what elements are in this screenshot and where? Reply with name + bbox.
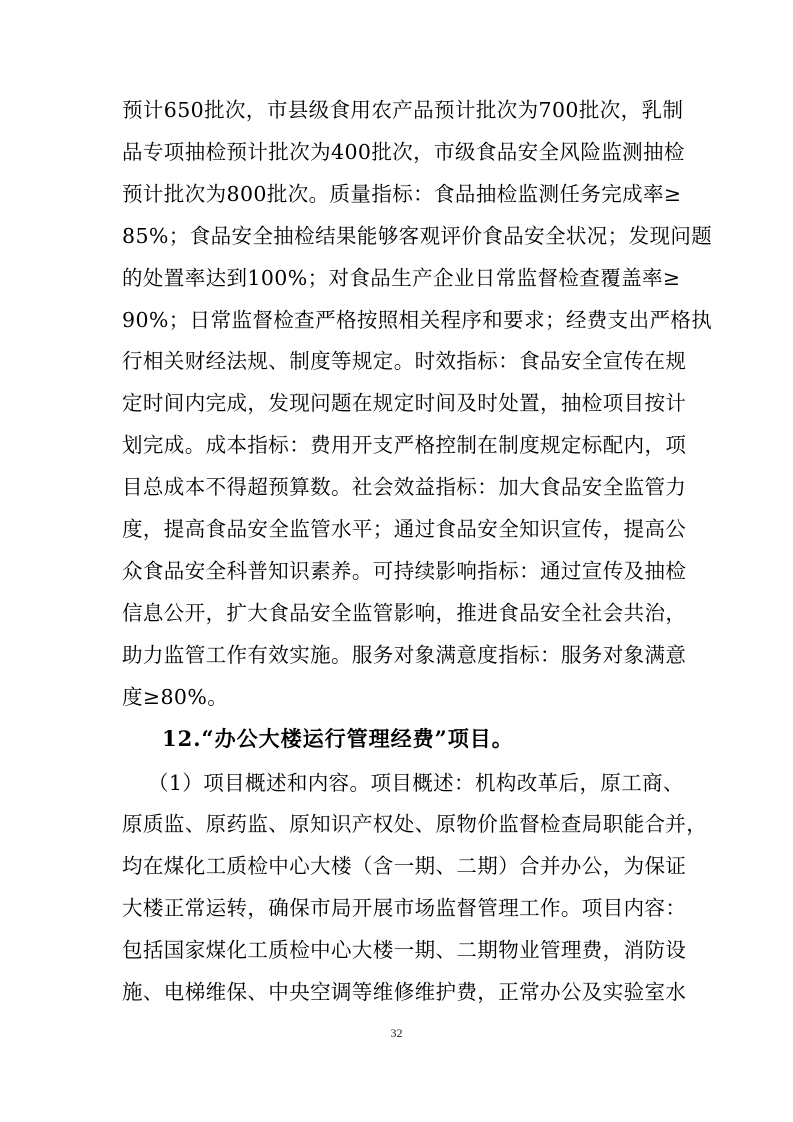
paragraph-line: 划完成。成本指标：费用开支严格控制在制度规定标配内，项 <box>122 433 687 458</box>
paragraph-line: （1）项目概述和内容。项目概述：机构改革后，原工商、 <box>148 770 684 795</box>
paragraph-line: 行相关财经法规、制度等规定。时效指标：食品安全宣传在规 <box>122 349 687 374</box>
paragraph-line: 信息公开，扩大食品安全监管影响，推进食品安全社会共治， <box>122 600 687 625</box>
paragraph-line: 助力监管工作有效实施。服务对象满意度指标：服务对象满意 <box>122 642 687 667</box>
paragraph-line: 90%；日常监督检查严格按照相关程序和要求；经费支出严格执 <box>122 307 713 332</box>
paragraph-line: 众食品安全科普知识素养。可持续影响指标：通过宣传及抽检 <box>122 558 687 583</box>
paragraph-line: 目总成本不得超预算数。社会效益指标：加大食品安全监管力 <box>122 475 687 500</box>
section-heading: 12.“办公大楼运行管理经费”项目。 <box>162 725 514 751</box>
paragraph-line: 预计650批次，市县级食用农产品预计批次为700批次，乳制 <box>122 98 684 122</box>
paragraph-line: 均在煤化工质检中心大楼（含一期、二期）合并办公，为保证 <box>122 854 687 879</box>
paragraph-line: 预计批次为800批次。质量指标：食品抽检监测任务完成率≥ <box>122 181 682 206</box>
paragraph-line: 施、电梯维保、中央空调等维修维护费，正常办公及实验室水 <box>122 980 687 1004</box>
paragraph-line: 大楼正常运转，确保市局开展市场监督管理工作。项目内容： <box>122 896 687 921</box>
page-number: 32 <box>390 1026 403 1040</box>
paragraph-line: 度，提高食品安全监管水平；通过食品安全知识宣传，提高公 <box>122 517 687 541</box>
paragraph-line: 度≥80%。 <box>122 684 229 709</box>
paragraph-line: 的处置率达到100%；对食品生产企业日常监督检查覆盖率≥ <box>122 265 681 290</box>
paragraph-line: 定时间内完成，发现问题在规定时间及时处置，抽检项目按计 <box>122 391 687 416</box>
paragraph-line: 原质监、原药监、原知识产权处、原物价监督检查局职能合并， <box>122 812 708 837</box>
paragraph-line: 包括国家煤化工质检中心大楼一期、二期物业管理费，消防设 <box>122 938 687 963</box>
paragraph-line: 品专项抽检预计批次为400批次，市级食品安全风险监测抽检 <box>122 139 685 164</box>
paragraph-line: 85%；食品安全抽检结果能够客观评价食品安全状况；发现问题 <box>122 223 713 248</box>
